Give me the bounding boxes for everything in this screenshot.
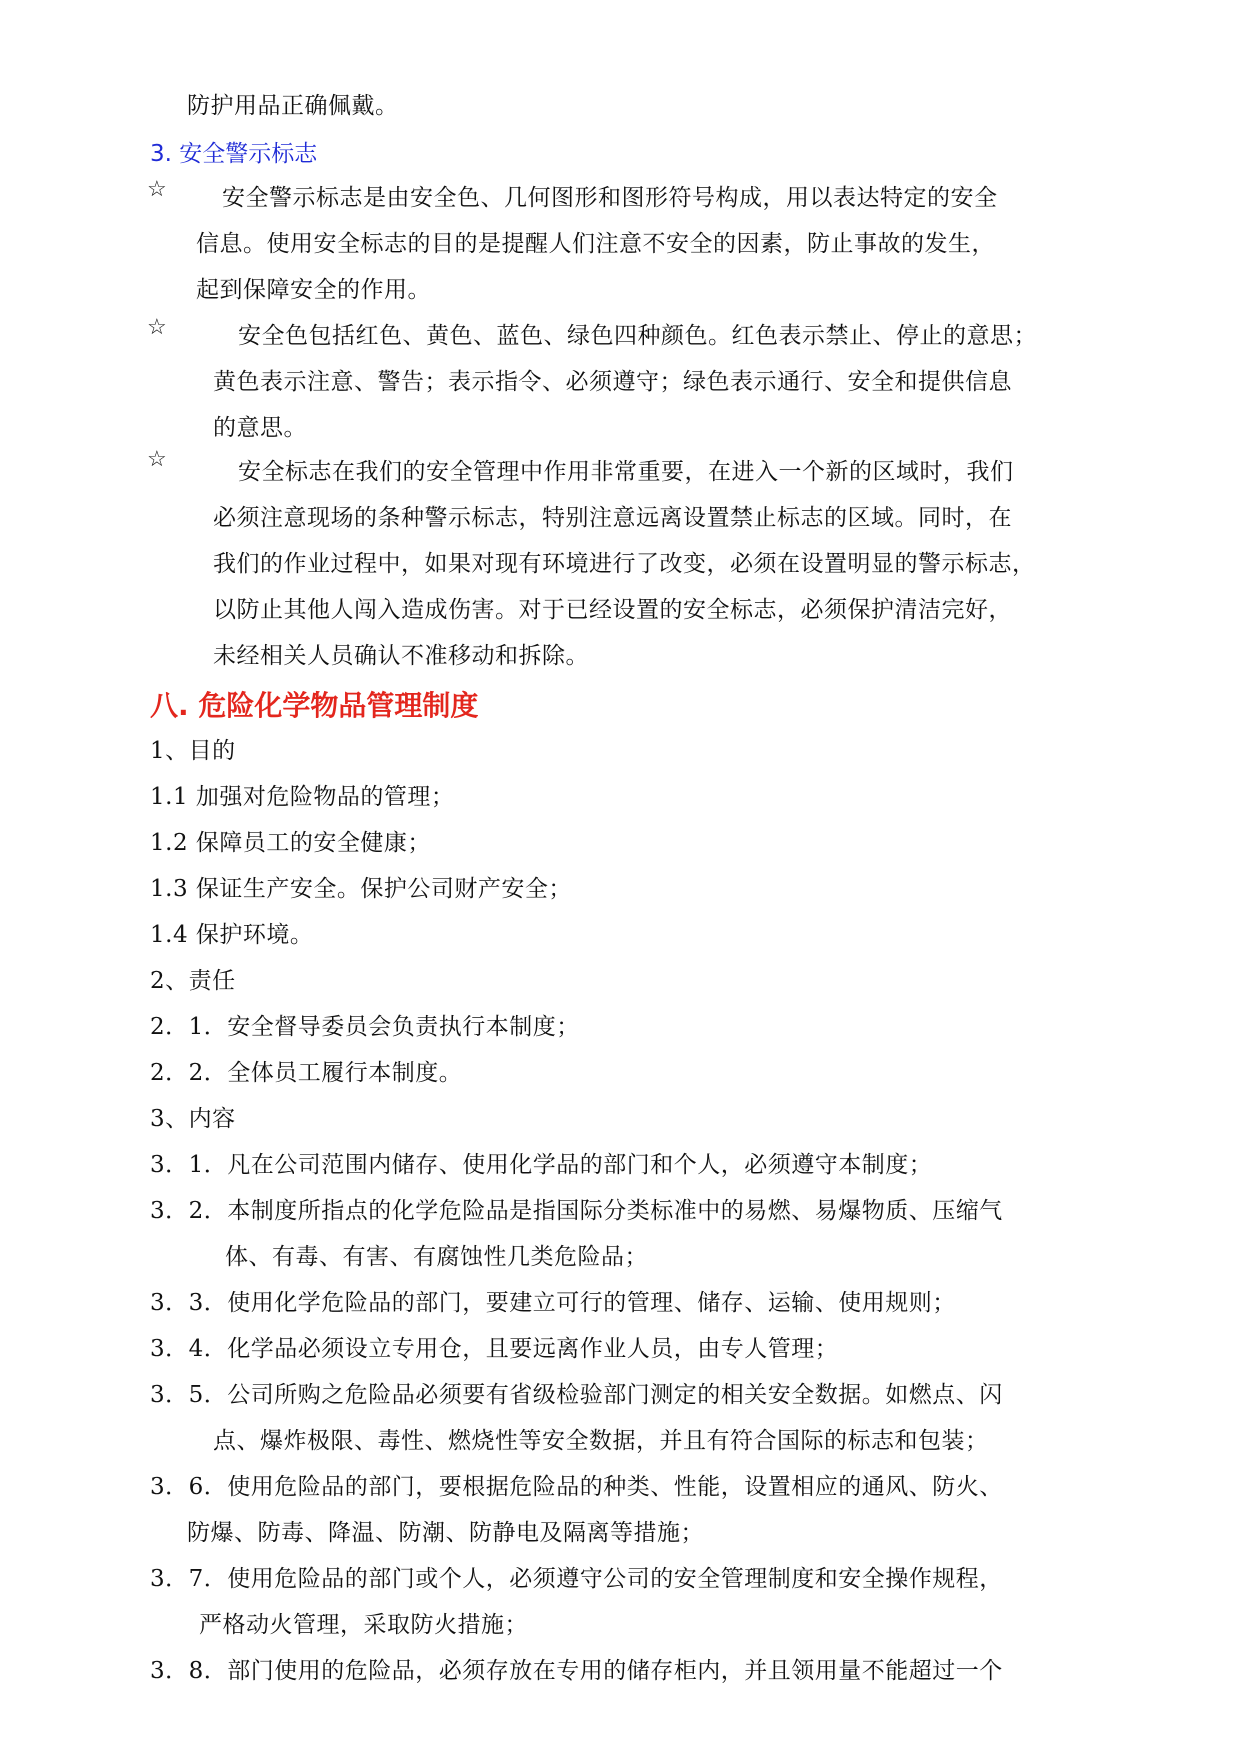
item-3-7-line1: 3．7．使用危险品的部门或个人，必须遵守公司的安全管理制度和安全操作规程， — [150, 1566, 1003, 1592]
item-2-1: 2．1．安全督导委员会负责执行本制度； — [150, 1014, 580, 1040]
bullet1-line3: 起到保障安全的作用。 — [196, 277, 431, 303]
item-3-3: 3．3．使用化学危险品的部门，要建立可行的管理、储存、运输、使用规则； — [150, 1290, 956, 1316]
item-3-1: 3．1．凡在公司范围内储存、使用化学品的部门和个人，必须遵守本制度； — [150, 1152, 933, 1178]
bullet3-line1: 安全标志在我们的安全管理中作用非常重要，在进入一个新的区域时，我们 — [238, 459, 1014, 485]
item-3-5-line2: 点、爆炸极限、毒性、燃烧性等安全数据，并且有符合国际的标志和包装； — [213, 1428, 989, 1454]
bullet2-line2: 黄色表示注意、警告；表示指令、必须遵守；绿色表示通行、安全和提供信息 — [213, 369, 1012, 395]
bullet3-line2: 必须注意现场的条种警示标志，特别注意远离设置禁止标志的区域。同时，在 — [213, 505, 1012, 531]
item-2-2: 2．2．全体员工履行本制度。 — [150, 1060, 463, 1086]
item-1-2: 1.2 保障员工的安全健康； — [150, 830, 431, 856]
star-bullet-icon: ☆ — [147, 447, 167, 472]
item-3-6-line2: 防爆、防毒、降温、防潮、防静电及隔离等措施； — [187, 1520, 704, 1546]
item-3: 3、内容 — [150, 1106, 236, 1132]
intro-line: 防护用品正确佩戴。 — [187, 93, 399, 119]
item-3-4: 3．4．化学品必须设立专用仓，且要远离作业人员，由专人管理； — [150, 1336, 839, 1362]
bullet1-line2: 信息。使用安全标志的目的是提醒人们注意不安全的因素，防止事故的发生， — [196, 231, 995, 257]
item-3-6-line1: 3．6．使用危险品的部门，要根据危险品的种类、性能，设置相应的通风、防火、 — [150, 1474, 1003, 1500]
item-3-2-line1: 3．2．本制度所指点的化学危险品是指国际分类标准中的易燃、易爆物质、压缩气 — [150, 1198, 1003, 1224]
item-3-7-line2: 严格动火管理，采取防火措施； — [199, 1612, 528, 1638]
star-bullet-icon: ☆ — [147, 315, 167, 340]
item-3-2-line2: 体、有毒、有害、有腐蚀性几类危险品； — [225, 1244, 648, 1270]
bullet3-line5: 未经相关人员确认不准移动和拆除。 — [213, 643, 589, 669]
item-1-3: 1.3 保证生产安全。保护公司财产安全； — [150, 876, 572, 902]
bullet1-line1: 安全警示标志是由安全色、几何图形和图形符号构成，用以表达特定的安全 — [222, 185, 998, 211]
bullet2-line3: 的意思。 — [213, 415, 307, 441]
main-heading: 八. 危险化学物品管理制度 — [150, 689, 479, 722]
item-3-8-line1: 3．8．部门使用的危险品，必须存放在专用的储存柜内，并且领用量不能超过一个 — [150, 1658, 1003, 1684]
item-3-5-line1: 3．5．公司所购之危险品必须要有省级检验部门测定的相关安全数据。如燃点、闪 — [150, 1382, 1003, 1408]
item-1-1: 1.1 加强对危险物品的管理； — [150, 784, 455, 810]
bullet3-line4: 以防止其他人闯入造成伤害。对于已经设置的安全标志，必须保护清洁完好， — [213, 597, 1012, 623]
bullet3-line3: 我们的作业过程中，如果对现有环境进行了改变，必须在设置明显的警示标志， — [213, 551, 1036, 577]
section-subheading: 3. 安全警示标志 — [150, 141, 318, 167]
item-1-4: 1.4 保护环境。 — [150, 922, 314, 948]
star-bullet-icon: ☆ — [147, 177, 167, 202]
item-1: 1、目的 — [150, 738, 236, 764]
item-2: 2、责任 — [150, 968, 236, 994]
bullet2-line1: 安全色包括红色、黄色、蓝色、绿色四种颜色。红色表示禁止、停止的意思； — [238, 323, 1037, 349]
